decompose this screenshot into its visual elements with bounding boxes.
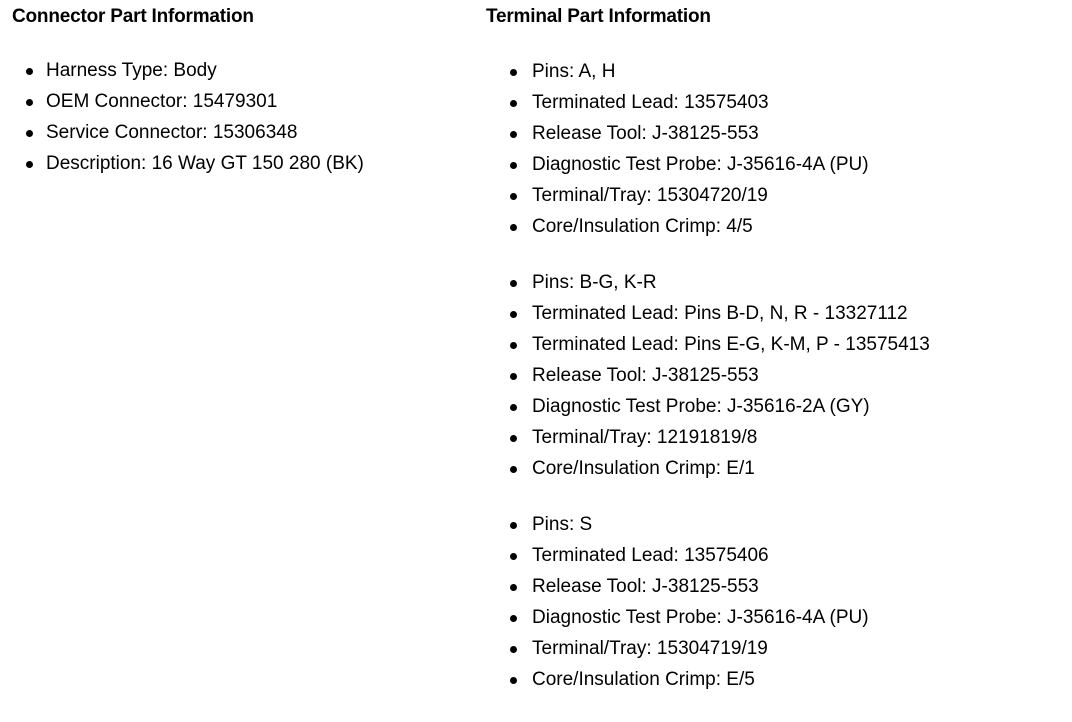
connector-part-information-column [12,0,472,179]
terminal-part-information-column [486,0,1066,695]
list-item: Service Connector: 15306348 [12,117,472,148]
terminal-group-3 [486,509,1066,695]
list-item: Pins: B-G, K-R [486,267,1066,298]
list-item: Release Tool: J-38125-553 [486,118,1066,149]
terminal-group-1 [486,56,1066,242]
list-item: Core/Insulation Crimp: 4/5 [486,211,1066,242]
list-item: Description: 16 Way GT 150 280 (BK) [12,148,472,179]
list-item: Terminal/Tray: 15304720/19 [486,180,1066,211]
connector-detail-list [12,55,472,179]
list-item: OEM Connector: 15479301 [12,86,472,117]
list-item: Diagnostic Test Probe: J-35616-2A (GY) [486,391,1066,422]
list-item: Pins: A, H [486,56,1066,87]
list-item: Core/Insulation Crimp: E/5 [486,664,1066,695]
list-item: Diagnostic Test Probe: J-35616-4A (PU) [486,149,1066,180]
list-item: Terminal/Tray: 12191819/8 [486,422,1066,453]
list-item: Terminated Lead: 13575403 [486,87,1066,118]
terminal-group-2 [486,267,1066,484]
list-item: Core/Insulation Crimp: E/1 [486,453,1066,484]
list-item: Terminated Lead: Pins E-G, K-M, P - 13575413 [486,329,1066,360]
list-item: Terminal/Tray: 15304719/19 [486,633,1066,664]
terminal-section-title: Terminal Part Information [486,6,711,27]
list-item: Diagnostic Test Probe: J-35616-4A (PU) [486,602,1066,633]
list-item: Terminated Lead: Pins B-D, N, R - 13327112 [486,298,1066,329]
list-item: Harness Type: Body [12,55,472,86]
list-item: Release Tool: J-38125-553 [486,360,1066,391]
list-item: Terminated Lead: 13575406 [486,540,1066,571]
list-item: Pins: S [486,509,1066,540]
list-item: Release Tool: J-38125-553 [486,571,1066,602]
connector-section-title: Connector Part Information [12,6,254,27]
